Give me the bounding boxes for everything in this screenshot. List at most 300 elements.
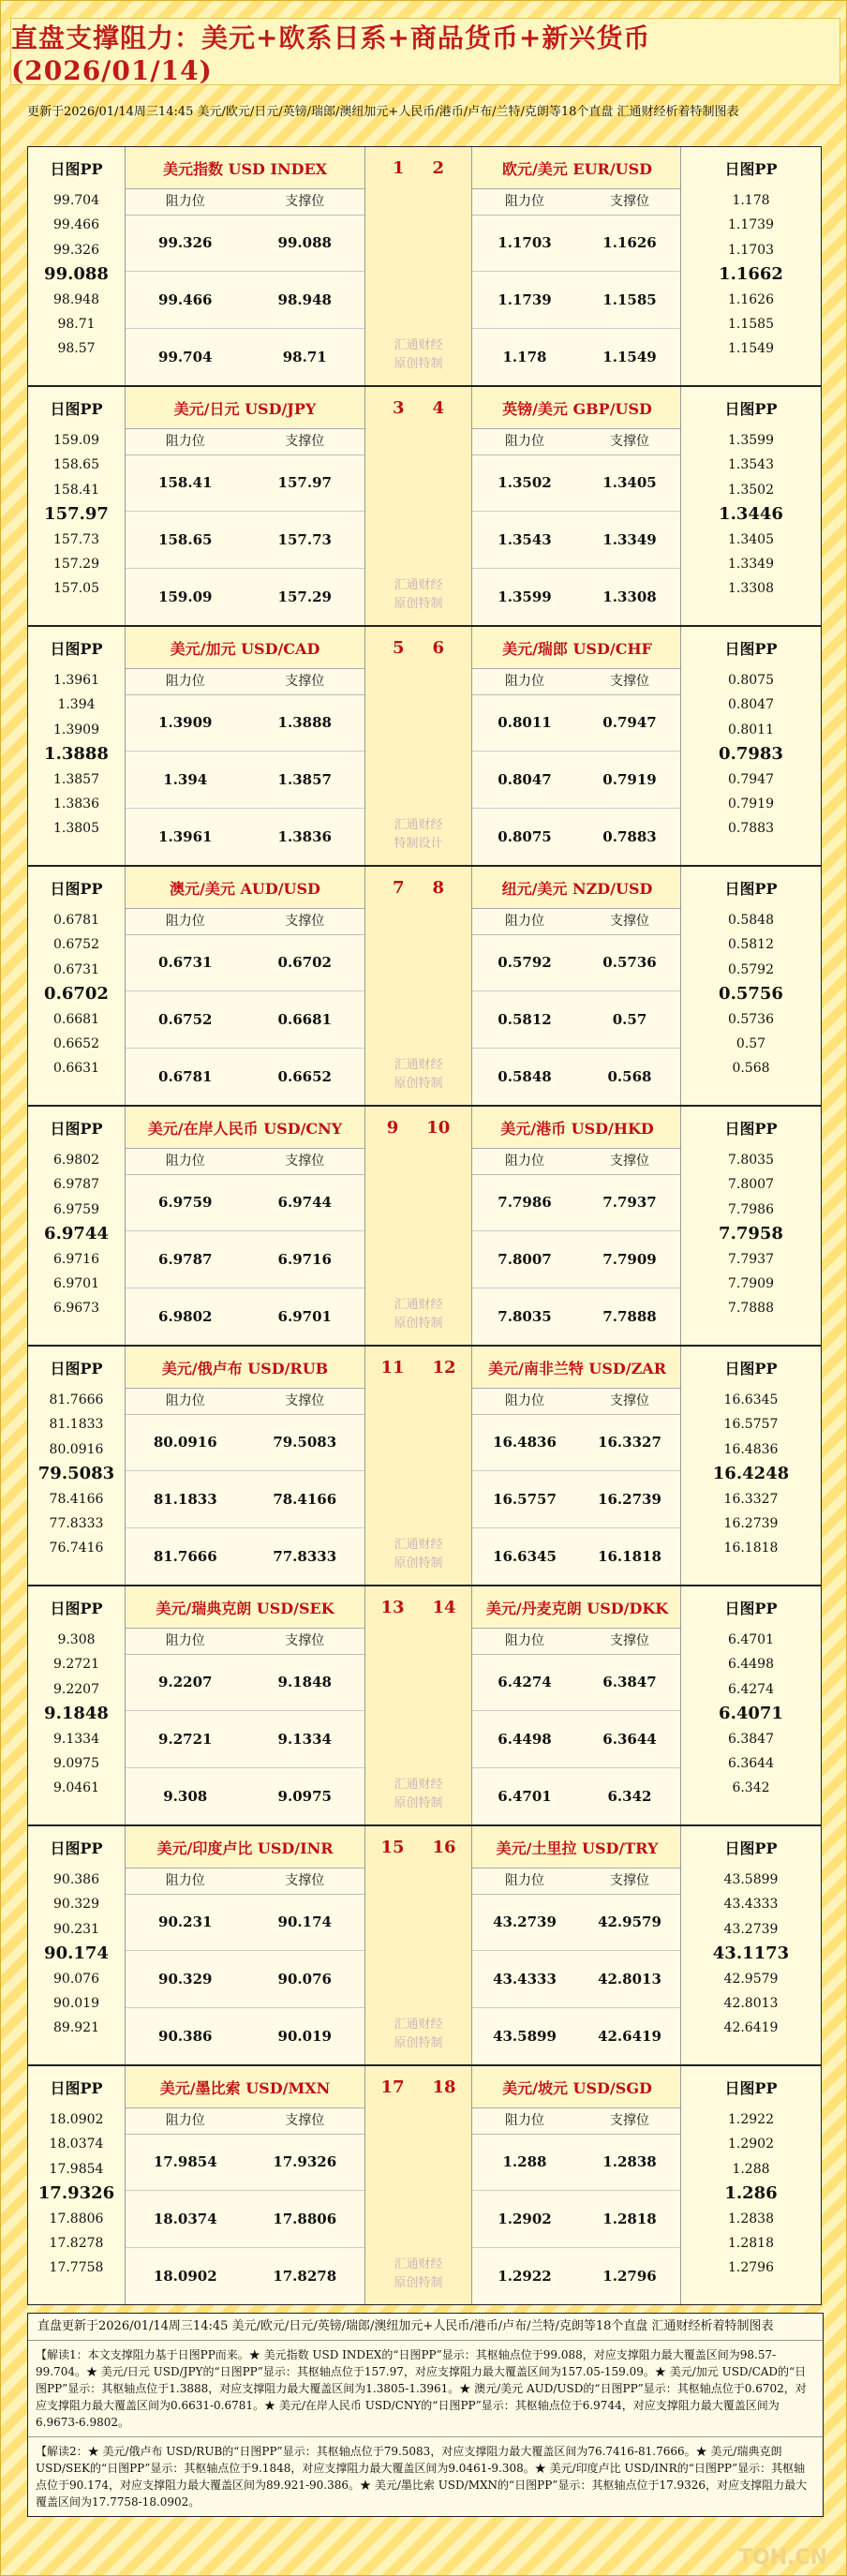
resistance-value: 16.4836 [493,1434,557,1451]
pp-value: 0.6752 [53,937,99,953]
support-label: 支撑位 [610,434,649,449]
pp-value: 158.41 [53,482,99,498]
right-pp-values [681,1148,821,1321]
daily-pp-label: 日图PP [724,1599,778,1617]
right-number: 2 [432,157,445,178]
support-value: 1.1626 [602,234,657,251]
daily-pp-label: 日图PP [50,1359,103,1377]
pp-value: 1.3599 [728,433,774,448]
right-subheader [472,1388,682,1415]
pair-blocks [27,146,822,2305]
level-row [126,1471,364,1528]
pp-value: 1.2922 [728,2112,774,2127]
support-label: 支撑位 [610,2113,649,2128]
resistance-value: 6.9759 [158,1194,213,1211]
pp-value: 18.0902 [49,2112,104,2127]
level-row [472,215,682,272]
level-row [472,2134,682,2191]
pp-value: 159.09 [53,433,99,448]
pair-block [27,1825,822,2065]
resistance-value: 1.3543 [498,531,552,548]
level-row [472,1528,682,1585]
left-pp-values [28,1148,125,1321]
pp-value: 42.6419 [723,2020,779,2036]
left-number: 3 [392,397,405,418]
support-label: 支撑位 [285,1873,325,1888]
pp-value: 17.8806 [49,2211,104,2226]
support-label: 支撑位 [610,1154,649,1169]
pp-value: 0.8075 [728,673,774,688]
level-row [126,2248,364,2304]
resistance-label: 阻力位 [505,1154,544,1169]
pp-value: 1.1662 [719,264,783,285]
pp-value: 1.3543 [728,457,774,473]
resistance-label: 阻力位 [505,674,544,689]
resistance-value: 1.178 [502,349,547,365]
pp-value: 0.5756 [719,984,783,1005]
level-row [126,2191,364,2248]
right-subheader [472,668,682,695]
level-row [472,1288,682,1345]
resistance-value: 0.8011 [498,714,552,731]
right-levels [472,694,682,865]
resistance-value: 18.0902 [153,2268,217,2285]
pp-value: 1.3805 [53,821,99,837]
block-numbers [365,1347,471,1388]
pp-value: 76.7416 [49,1541,104,1556]
level-row [472,1654,682,1711]
watermark-line: 原创特制 [394,1317,443,1331]
level-row [126,2134,364,2191]
support-value: 90.076 [277,1971,332,1988]
left-pp-values [28,1388,125,1561]
pp-value: 1.1703 [728,242,774,258]
left-pp-values [28,908,125,1081]
pp-value: 17.8278 [49,2235,104,2251]
pp-value: 1.1585 [728,316,774,332]
resistance-value: 0.8075 [498,828,552,845]
support-label: 支撑位 [285,674,325,689]
level-row [126,1951,364,2008]
support-value: 6.3847 [602,1674,657,1690]
pp-value: 1.3349 [728,556,774,572]
pp-value: 6.4701 [728,1632,774,1647]
left-pair-panel [126,867,365,1105]
resistance-value: 90.386 [158,2028,213,2045]
resistance-value: 0.5848 [498,1068,552,1085]
block-middle [365,867,471,1105]
left-pp-values [28,428,125,602]
resistance-value: 80.0916 [153,1434,217,1451]
watermark-line: 汇通财经 [394,1538,443,1552]
level-row [472,991,682,1049]
pp-value: 9.0461 [53,1780,99,1796]
pp-value: 1.2902 [728,2137,774,2152]
pp-value: 0.7947 [728,771,774,787]
right-subheader [472,1868,682,1895]
block-numbers [365,2066,471,2107]
resistance-value: 0.6752 [158,1011,213,1028]
pp-value: 1.3308 [728,581,774,597]
right-subheader [472,908,682,935]
level-row [126,512,364,569]
support-value: 16.2739 [598,1491,661,1508]
support-label: 支撑位 [610,1873,649,1888]
pp-value: 0.7983 [719,744,783,765]
support-value: 157.73 [277,531,332,548]
left-pair-panel [126,1586,365,1824]
watermark-line: 原创特制 [394,357,443,371]
pp-value: 43.1173 [712,1943,790,1964]
support-value: 0.5736 [602,954,657,971]
left-number: 1 [392,157,405,178]
left-pair-name: 美元/加元 USD/CAD [126,627,364,669]
support-label: 支撑位 [610,914,649,929]
pp-value: 42.8013 [723,1995,779,2011]
support-value: 0.57 [612,1011,647,1028]
level-row [126,1768,364,1824]
pp-value: 6.4071 [719,1704,783,1724]
left-pp-column [28,1826,126,2064]
update-note: 更新于2026/01/14周三14:45 美元/欧元/日元/英镑/瑞郎/澳纽加元+人民币/港币/卢布/兰特/克朗等18个直盘 汇通财经析着特制图表 [27,105,739,119]
left-subheader [126,1628,364,1655]
left-pair-panel [126,627,365,865]
daily-pp-label: 日图PP [724,1839,778,1857]
resistance-value: 1.3961 [158,828,213,845]
support-value: 6.9744 [277,1194,332,1211]
level-row [472,272,682,329]
support-value: 1.3857 [277,771,332,788]
pp-value: 1.2818 [728,2235,774,2251]
support-label: 支撑位 [285,194,325,209]
pair-block [27,386,822,626]
support-value: 42.9579 [598,1913,661,1930]
left-pp-column [28,1347,126,1585]
pp-value: 90.019 [53,1995,99,2011]
pp-value: 9.2721 [53,1657,99,1673]
watermark [365,1776,471,1813]
watermark-line: 汇通财经 [394,1778,443,1792]
watermark-line: 原创特制 [394,1796,443,1810]
support-value: 9.0975 [277,1788,332,1805]
support-label: 支撑位 [285,2113,325,2128]
block-numbers [365,1586,471,1628]
pp-value: 90.076 [53,1971,99,1987]
pair-block [27,1106,822,1346]
left-subheader [126,428,364,455]
right-pair-name: 欧元/美元 EUR/USD [472,147,682,189]
pp-value: 16.2739 [723,1515,779,1531]
pp-value: 157.73 [53,531,99,547]
resistance-label: 阻力位 [505,1393,544,1408]
daily-pp-label: 日图PP [50,2078,103,2097]
level-row [126,569,364,625]
support-value: 1.3836 [277,828,332,845]
pp-value: 0.5848 [728,913,774,928]
level-row [126,1894,364,1951]
left-pp-values [28,1868,125,2041]
watermark [365,576,471,614]
watermark-line: 汇通财经 [394,818,443,832]
watermark-line: 汇通财经 [394,578,443,592]
right-pair-name: 美元/坡元 USD/SGD [472,2066,682,2108]
page-title: 直盘支撑阻力：美元+欧系日系+商品货币+新兴货币(2026/01/14) [10,18,840,85]
level-row [126,1414,364,1471]
pair-block [27,1346,822,1586]
watermark-line: 原创特制 [394,2036,443,2050]
support-value: 6.9701 [277,1308,332,1325]
pp-value: 0.5812 [728,937,774,953]
pp-value: 1.1739 [728,217,774,233]
resistance-label: 阻力位 [505,1873,544,1888]
support-value: 6.3644 [602,1731,657,1748]
resistance-value: 0.8047 [498,771,552,788]
pp-value: 6.342 [732,1780,770,1796]
pair-block [27,1586,822,1825]
support-label: 支撑位 [285,434,325,449]
level-row [472,569,682,625]
pp-value: 43.4333 [723,1897,779,1913]
block-middle [365,2066,471,2304]
support-value: 98.948 [277,291,332,308]
level-row [472,1231,682,1288]
pp-value: 6.3847 [728,1731,774,1747]
pp-value: 90.386 [53,1872,99,1887]
resistance-label: 阻力位 [505,2113,544,2128]
right-pp-values [681,1628,821,1801]
level-row [472,1768,682,1824]
level-row [472,1174,682,1231]
right-pp-column [680,147,821,385]
daily-pp-label: 日图PP [724,639,778,658]
support-label: 支撑位 [610,194,649,209]
left-pair-name: 美元/俄卢布 USD/RUB [126,1347,364,1389]
support-value: 157.97 [277,474,332,491]
level-row [126,809,364,865]
support-value: 7.7909 [602,1251,657,1268]
pp-value: 1.1626 [728,291,774,307]
level-row [472,809,682,865]
left-pair-panel [126,2066,365,2304]
pp-value: 1.3405 [728,531,774,547]
block-middle [365,1826,471,2064]
pp-value: 16.4248 [712,1464,790,1484]
right-pair-panel [471,1347,682,1585]
pp-value: 6.4498 [728,1657,774,1673]
support-label: 支撑位 [610,674,649,689]
resistance-label: 阻力位 [165,2113,205,2128]
left-number: 11 [380,1357,405,1377]
watermark [365,1536,471,1573]
right-pp-column [680,1107,821,1345]
block-numbers [365,1826,471,1868]
right-subheader [472,188,682,216]
pp-value: 6.9744 [44,1224,109,1244]
watermark-line: 汇通财经 [394,2018,443,2032]
left-subheader [126,1148,364,1175]
left-number: 9 [386,1117,399,1138]
pp-value: 99.088 [44,264,109,285]
resistance-value: 17.9854 [153,2153,217,2170]
resistance-value: 81.7666 [153,1548,217,1565]
left-number: 7 [392,877,405,898]
support-value: 9.1334 [277,1731,332,1748]
level-row [472,934,682,991]
right-pp-column [680,1347,821,1585]
resistance-value: 1.2922 [498,2268,552,2285]
support-value: 9.1848 [277,1674,332,1690]
resistance-value: 99.466 [158,291,213,308]
pp-value: 43.5899 [723,1872,779,1887]
support-value: 78.4166 [273,1491,337,1508]
level-row [472,1049,682,1105]
pp-value: 16.5757 [723,1417,779,1433]
resistance-value: 9.2721 [158,1731,213,1748]
left-number: 5 [392,637,405,658]
left-pair-panel [126,1107,365,1345]
support-value: 16.3327 [598,1434,661,1451]
resistance-value: 99.704 [158,349,213,365]
pp-value: 1.3502 [728,482,774,498]
right-number: 6 [432,637,445,658]
pp-value: 6.4274 [728,1681,774,1697]
resistance-value: 99.326 [158,234,213,251]
left-pp-column [28,2066,126,2304]
pp-value: 0.8047 [728,697,774,713]
support-value: 1.1549 [602,349,657,365]
left-pair-name: 美元/在岸人民币 USD/CNY [126,1107,364,1149]
daily-pp-label: 日图PP [724,1119,778,1138]
watermark [365,336,471,374]
support-label: 支撑位 [610,1633,649,1648]
left-subheader [126,908,364,935]
pp-value: 98.948 [53,291,99,307]
resistance-value: 9.2207 [158,1674,213,1690]
level-row [126,991,364,1049]
support-value: 0.6681 [277,1011,332,1028]
pp-value: 80.0916 [49,1441,104,1457]
pp-value: 1.1549 [728,341,774,357]
pp-value: 1.3909 [53,722,99,737]
left-pair-panel [126,147,365,385]
daily-pp-label: 日图PP [50,1119,103,1138]
resistance-value: 0.5792 [498,954,552,971]
right-number: 10 [426,1117,451,1138]
resistance-value: 9.308 [163,1788,208,1805]
right-pp-values [681,2107,821,2281]
pp-value: 9.1334 [53,1731,99,1747]
pp-value: 1.394 [57,697,96,713]
resistance-label: 阻力位 [165,1633,205,1648]
pp-value: 0.7919 [728,796,774,812]
pp-value: 42.9579 [723,1971,779,1987]
daily-pp-label: 日图PP [724,879,778,898]
daily-pp-label: 日图PP [50,879,103,898]
pp-value: 1.286 [724,2183,778,2204]
pp-value: 0.568 [732,1061,770,1077]
support-label: 支撑位 [285,1393,325,1408]
right-pair-panel [471,2066,682,2304]
right-levels [472,454,682,625]
level-row [472,2008,682,2064]
right-levels [472,934,682,1105]
right-pair-panel [471,1107,682,1345]
pp-value: 6.9802 [53,1153,99,1168]
pp-value: 1.2838 [728,2211,774,2226]
resistance-value: 158.41 [158,474,213,491]
left-pair-panel [126,387,365,625]
left-pair-name: 美元指数 USD INDEX [126,147,364,189]
left-subheader [126,1868,364,1895]
pp-value: 1.2796 [728,2260,774,2276]
pp-value: 98.57 [57,341,96,357]
level-row [126,272,364,329]
right-subheader [472,2107,682,2135]
pp-value: 1.288 [732,2161,770,2177]
watermark-line: 特制设计 [394,837,443,851]
watermark [365,1296,471,1333]
pp-value: 99.326 [53,242,99,258]
right-pp-column [680,2066,821,2304]
level-row [472,1711,682,1768]
right-pair-name: 英镑/美元 GBP/USD [472,387,682,429]
pp-value: 1.3888 [44,744,109,765]
support-value: 17.8278 [273,2268,337,2285]
left-levels [126,454,364,625]
left-pair-panel [126,1826,365,2064]
pp-value: 99.704 [53,193,99,208]
support-value: 6.9716 [277,1251,332,1268]
left-number: 13 [380,1597,405,1617]
resistance-value: 43.5899 [493,2028,557,2045]
level-row [126,2008,364,2064]
pair-block [27,2065,822,2305]
left-number: 15 [380,1837,405,1857]
resistance-value: 159.09 [158,588,213,605]
level-row [126,1711,364,1768]
watermark-line: 原创特制 [394,1077,443,1091]
left-levels [126,1174,364,1345]
pp-value: 157.05 [53,581,99,597]
pp-value: 0.7883 [728,821,774,837]
pp-value: 157.97 [44,504,109,525]
right-pp-column [680,1826,821,2064]
right-levels [472,215,682,385]
pp-value: 1.3857 [53,771,99,787]
right-pp-values [681,1868,821,2041]
left-levels [126,694,364,865]
support-value: 0.6702 [277,954,332,971]
pp-value: 7.7909 [728,1275,774,1291]
support-value: 99.088 [277,234,332,251]
right-pp-column [680,867,821,1105]
left-pp-column [28,627,126,865]
level-row [126,454,364,512]
left-pair-name: 美元/瑞典克朗 USD/SEK [126,1586,364,1629]
right-pair-panel [471,1826,682,2064]
level-row [126,934,364,991]
level-row [126,1049,364,1105]
right-pp-values [681,188,821,362]
left-levels [126,1414,364,1585]
right-pair-panel [471,147,682,385]
level-row [126,1231,364,1288]
left-pair-name: 澳元/美元 AUD/USD [126,867,364,909]
daily-pp-label: 日图PP [50,639,103,658]
left-pp-column [28,1586,126,1824]
pp-value: 90.174 [44,1943,109,1964]
right-number: 18 [432,2077,456,2097]
